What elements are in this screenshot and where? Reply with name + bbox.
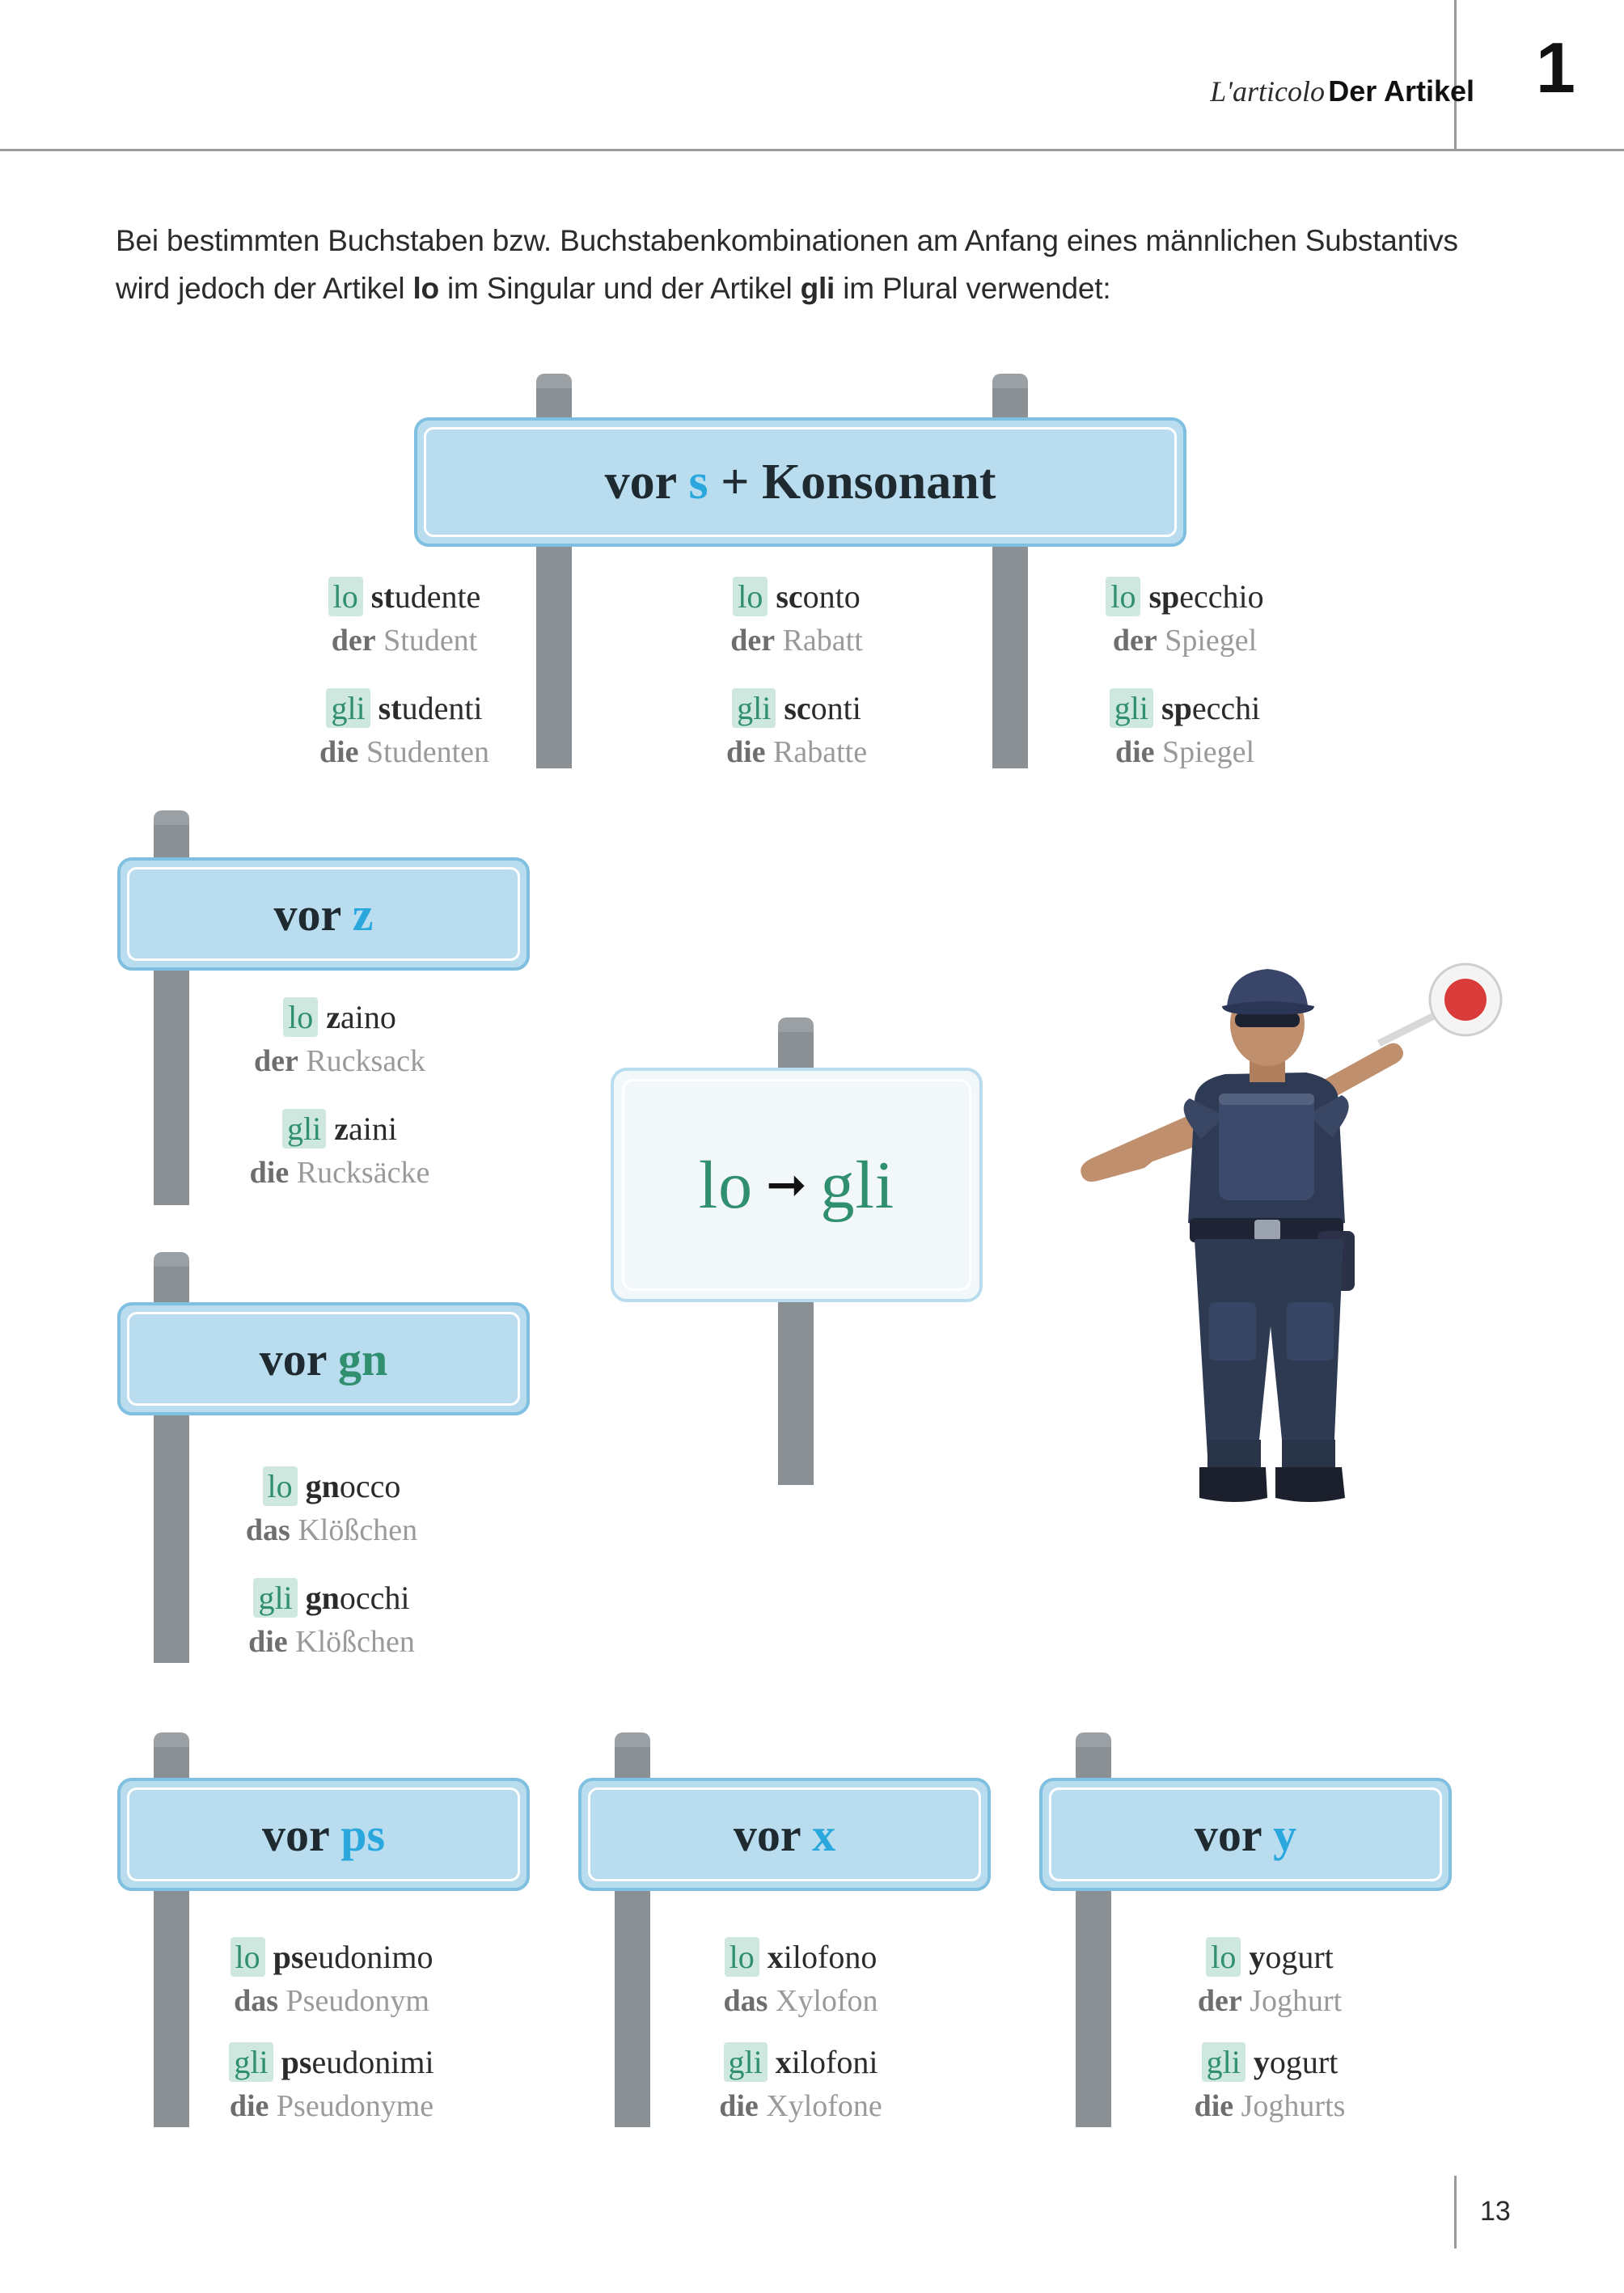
- ex-yogurt-pl-de-article: die: [1194, 2089, 1234, 2123]
- ex-studente-sg-article: lo: [328, 577, 363, 616]
- ex-yogurt-sg-bold: y: [1249, 1939, 1266, 1975]
- ex-zaino-pl-de-article: die: [249, 1156, 290, 1190]
- ex-zaino-sg-de: Rucksack: [306, 1044, 426, 1078]
- ex-xilofono-sg-de: Xylofon: [775, 1984, 878, 2018]
- sign-x-letter: x: [812, 1808, 836, 1861]
- intro-line-1: Bei bestimmten Buchstaben bzw. Buchstabenkombinationen am Anfang eines: [116, 224, 1138, 257]
- ex-zaino-sg-de-article: der: [253, 1044, 298, 1078]
- sign-s-konsonant: [414, 417, 1186, 547]
- ex-specchio-pl-rest: ecchi: [1191, 690, 1261, 726]
- ex-sconto-pl-bold: sc: [784, 690, 811, 726]
- header-italic-title: L'articolo: [1210, 75, 1325, 108]
- ex-sconto-pl-rest: onti: [810, 690, 861, 726]
- header-divider: [0, 149, 1624, 151]
- ex-specchio-sg-de-article: der: [1112, 624, 1157, 658]
- footer-vertical-divider: [1454, 2176, 1457, 2249]
- intro-line-3: im Plural verwendet:: [843, 272, 1111, 305]
- example-specchio: [1055, 574, 1314, 773]
- intro-gli: gli: [800, 272, 835, 305]
- intro-line-2a: männlichen Substantivs wird jedoch der Artikel: [116, 224, 1458, 305]
- ex-sconto-sg-rest: onto: [802, 578, 861, 615]
- header-bold-title: Der Artikel: [1328, 74, 1474, 108]
- ex-pseudonimo-sg-de-article: das: [234, 1984, 279, 2018]
- ex-gnocco-sg-article: lo: [263, 1466, 298, 1506]
- ex-sconto-pl-de: Rabatte: [773, 735, 868, 769]
- ex-specchio-pl-article: gli: [1110, 688, 1153, 728]
- sign-lo-gli: [611, 1068, 983, 1302]
- ex-xilofono-pl-article: gli: [724, 2042, 768, 2082]
- sign-z-pre: vor: [273, 887, 353, 941]
- sign-gn: [117, 1302, 530, 1415]
- sign-lo: lo: [698, 1147, 754, 1223]
- ex-specchio-sg-de: Spiegel: [1165, 624, 1258, 658]
- ex-specchio-pl-bold: sp: [1161, 690, 1192, 726]
- ex-gnocco-sg-de: Klößchen: [298, 1513, 418, 1547]
- page-header: [0, 0, 1624, 150]
- ex-xilofono-sg-bold: x: [767, 1939, 784, 1975]
- ex-pseudonimo-pl-bold: ps: [281, 2044, 312, 2080]
- ex-studente-pl-bold: st: [378, 690, 402, 726]
- example-zaino: [214, 995, 465, 1194]
- ex-xilofono-sg-rest: ilofono: [783, 1939, 878, 1975]
- ex-gnocco-sg-rest: occo: [339, 1468, 401, 1504]
- sign-z-letter: z: [352, 887, 374, 941]
- ex-zaino-sg-rest: aino: [340, 999, 396, 1035]
- ex-zaino-sg-bold: z: [326, 999, 340, 1035]
- ex-gnocco-pl-de-article: die: [248, 1625, 288, 1659]
- ex-pseudonimo-pl-rest: eudonimi: [311, 2044, 434, 2080]
- ex-specchio-sg-rest: ecchio: [1179, 578, 1264, 615]
- ex-yogurt-pl-de: Joghurts: [1241, 2089, 1346, 2123]
- sign-y: [1039, 1778, 1452, 1891]
- ex-pseudonimo-pl-de: Pseudonyme: [276, 2089, 434, 2123]
- ex-xilofono-pl-rest: ilofoni: [791, 2044, 878, 2080]
- ex-zaino-pl-article: gli: [282, 1109, 326, 1149]
- ex-sconto-sg-bold: sc: [776, 578, 803, 615]
- ex-specchio-pl-de: Spiegel: [1162, 735, 1255, 769]
- ex-yogurt-sg-de-article: der: [1197, 1984, 1242, 2018]
- example-pseudonimo: [194, 1935, 469, 2127]
- ex-sconto-sg-article: lo: [733, 577, 768, 616]
- intro-paragraph: [116, 217, 1482, 312]
- ex-gnocco-sg-de-article: das: [245, 1513, 290, 1547]
- sign-x-pre: vor: [733, 1808, 813, 1861]
- ex-yogurt-sg-rest: ogurt: [1265, 1939, 1334, 1975]
- ex-gnocco-sg-bold: gn: [305, 1468, 340, 1504]
- ex-studente-sg-rest: udente: [394, 578, 481, 615]
- ex-zaino-pl-bold: z: [334, 1111, 349, 1147]
- ex-studente-pl-de-article: die: [319, 735, 359, 769]
- ex-pseudonimo-pl-de-article: die: [229, 2089, 269, 2123]
- ex-yogurt-sg-article: lo: [1206, 1937, 1241, 1977]
- ex-gnocco-pl-article: gli: [253, 1578, 297, 1618]
- sign-y-pre: vor: [1194, 1808, 1274, 1861]
- ex-sconto-sg-de: Rabatt: [782, 624, 863, 658]
- example-studente: [275, 574, 534, 773]
- example-xilofono: [671, 1935, 930, 2127]
- ex-gnocco-pl-rest: occhi: [339, 1580, 410, 1616]
- ex-xilofono-sg-de-article: das: [723, 1984, 768, 2018]
- sign-ps-letter: ps: [340, 1808, 386, 1861]
- ex-zaino-pl-de: Rucksäcke: [296, 1156, 430, 1190]
- sign-s-letter: s: [688, 454, 708, 510]
- ex-studente-pl-rest: udenti: [401, 690, 483, 726]
- ex-yogurt-pl-bold: y: [1253, 2044, 1270, 2080]
- chapter-number: 1: [1536, 27, 1575, 108]
- sign-gn-letter: gn: [337, 1332, 388, 1386]
- ex-studente-pl-article: gli: [326, 688, 370, 728]
- intro-lo: lo: [412, 272, 439, 305]
- ex-pseudonimo-sg-article: lo: [230, 1937, 265, 1977]
- ex-yogurt-pl-rest: ogurt: [1269, 2044, 1339, 2080]
- ex-gnocco-pl-de: Klößchen: [295, 1625, 415, 1659]
- ex-gnocco-pl-bold: gn: [305, 1580, 340, 1616]
- ex-studente-sg-de: Student: [383, 624, 478, 658]
- ex-zaino-sg-article: lo: [283, 997, 318, 1037]
- sign-s-pre: vor: [604, 454, 689, 510]
- ex-xilofono-pl-bold: x: [775, 2044, 792, 2080]
- ex-yogurt-pl-article: gli: [1202, 2042, 1245, 2082]
- intro-line-2c: im Singular und der Artikel: [438, 272, 801, 305]
- ex-pseudonimo-sg-rest: eudonimo: [303, 1939, 433, 1975]
- sign-gn-pre: vor: [259, 1332, 338, 1386]
- ex-zaino-pl-rest: aini: [349, 1111, 397, 1147]
- ex-sconto-pl-article: gli: [732, 688, 776, 728]
- ex-pseudonimo-sg-de: Pseudonym: [285, 1984, 429, 2018]
- ex-studente-sg-bold: st: [370, 578, 395, 615]
- page-number: 13: [1480, 2196, 1511, 2227]
- ex-pseudonimo-sg-bold: ps: [273, 1939, 304, 1975]
- ex-specchio-sg-bold: sp: [1148, 578, 1180, 615]
- ex-pseudonimo-pl-article: gli: [229, 2042, 273, 2082]
- ex-sconto-sg-de-article: der: [730, 624, 776, 658]
- ex-studente-pl-de: Studenten: [366, 735, 490, 769]
- ex-sconto-pl-de-article: die: [725, 735, 766, 769]
- ex-specchio-sg-article: lo: [1106, 577, 1140, 616]
- sign-x: [578, 1778, 991, 1891]
- ex-studente-sg-de-article: der: [331, 624, 376, 658]
- sign-s-post: + Konsonant: [708, 454, 996, 510]
- example-sconto: [675, 574, 918, 773]
- ex-specchio-pl-de-article: die: [1114, 735, 1155, 769]
- ex-yogurt-sg-de: Joghurt: [1250, 1984, 1343, 2018]
- sign-gli: gli: [820, 1147, 895, 1223]
- sign-y-letter: y: [1273, 1808, 1297, 1861]
- police-officer-illustration: [983, 922, 1549, 1569]
- example-gnocco: [206, 1464, 457, 1663]
- sign-z: [117, 857, 530, 971]
- arrow-right-icon: ➞: [766, 1157, 808, 1212]
- example-yogurt: [1148, 1935, 1391, 2127]
- ex-xilofono-pl-de: Xylofone: [766, 2089, 882, 2123]
- ex-xilofono-sg-article: lo: [725, 1937, 759, 1977]
- sign-ps: [117, 1778, 530, 1891]
- sign-ps-pre: vor: [261, 1808, 341, 1861]
- ex-xilofono-pl-de-article: die: [719, 2089, 759, 2123]
